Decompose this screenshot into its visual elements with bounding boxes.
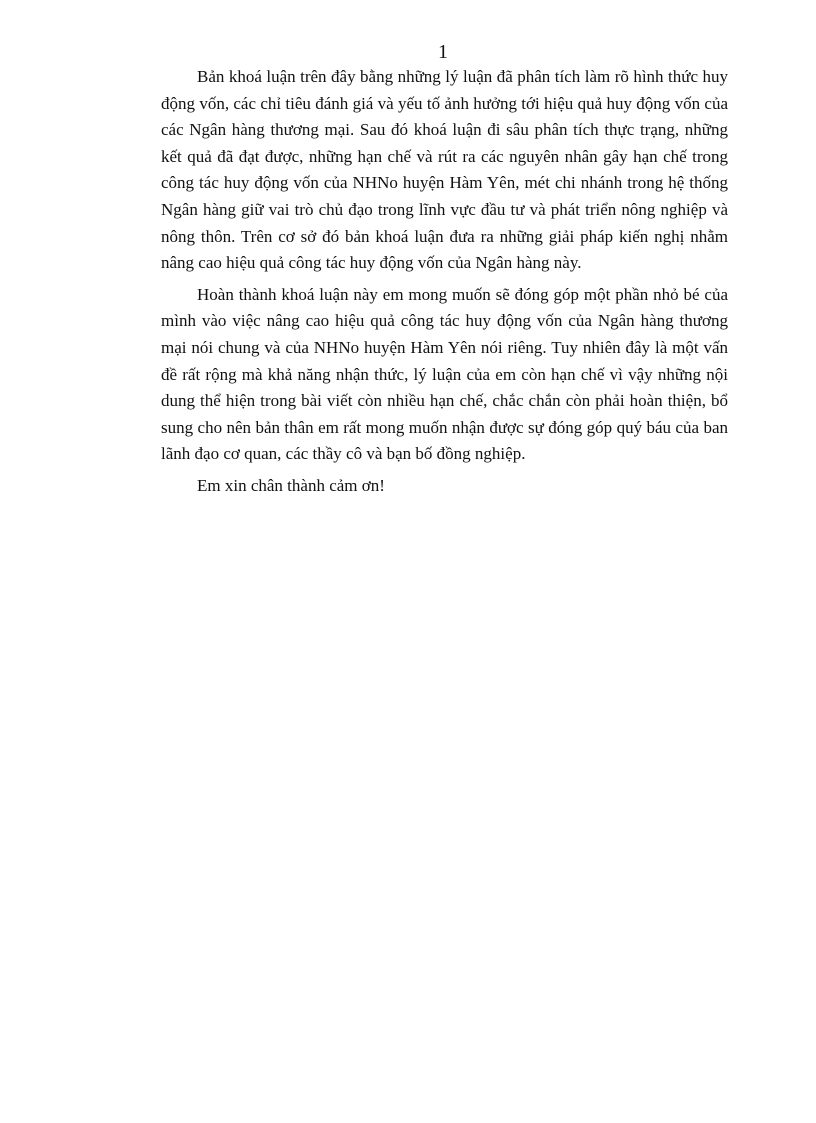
page-number: 1 (438, 41, 448, 63)
paragraph-acknowledgement: Hoàn thành khoá luận này em mong muốn sẽ đóng góp một phần nhỏ bé của mình vào việc nâng cao hiệu quả công tác huy động vốn của Ngân hàng thương mại nói chung và của NHNo huyện Hàm Yên nói riêng. Tuy nhiên đây là một vấn đề rất rộng mà khả năng nhận thức, lý luận của em còn hạn chế vì vậy những nội dung thể hiện trong bài viết còn nhiều hạn chế, chắc chắn còn phải hoàn thiện, bổ sung cho nên bản thân em rất mong muốn nhận được sự đóng góp quý báu của ban lãnh đạo cơ quan, các thầy cô và bạn bố đồng nghiệp. (161, 284, 728, 464)
document-body (161, 64, 728, 500)
paragraph-summary: Bản khoá luận trên đây bằng những lý luận đã phân tích làm rõ hình thức huy động vốn, các chỉ tiêu đánh giá và yếu tố ảnh hưởng tới hiệu quả huy động vốn của các Ngân hàng thương mại. Sau đó khoá luận đi sâu phân tích thực trạng, những kết quả đã đạt được, những hạn chế và rút ra các nguyên nhân gây hạn chế trong công tác huy động vốn của NHNo huyện Hàm Yên, mét chi nhánh trong hệ thống Ngân hàng giữ vai trò chủ đạo trong lĩnh vực đầu tư và phát triển nông nghiệp và nông thôn. Trên cơ sở đó bản khoá luận đưa ra những giải pháp kiến nghị nhằm nâng cao hiệu quả công tác huy động vốn của Ngân hàng này. (161, 67, 728, 273)
closing-line: Em xin chân thành cảm ơn! (197, 475, 385, 495)
